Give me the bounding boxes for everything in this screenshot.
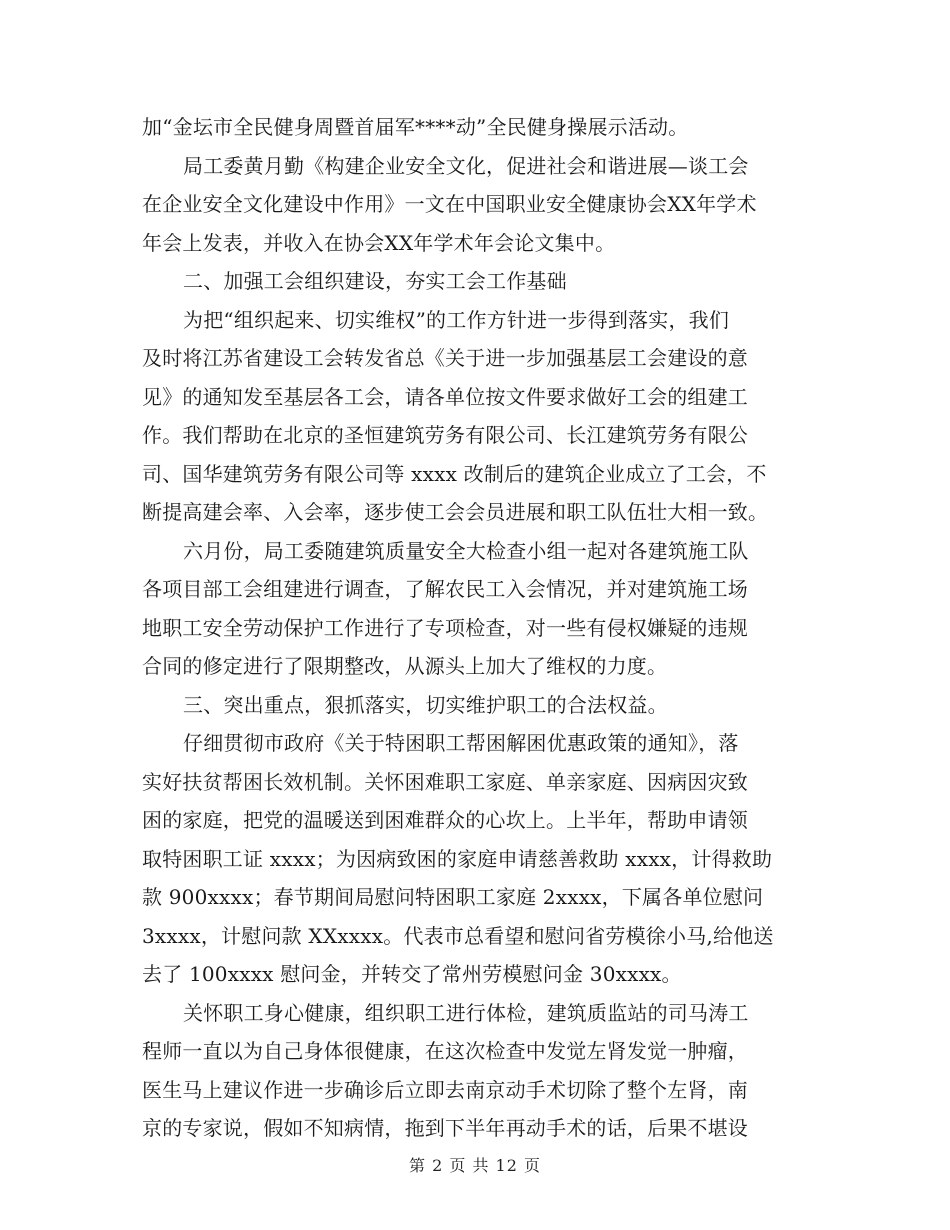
document-body bbox=[142, 108, 807, 1148]
text-line: 司、国华建筑劳务有限公司等 xxxx 改制后的建筑企业成立了工会，不 bbox=[142, 461, 767, 486]
text-line: 局工委黄月勤《构建企业安全文化，促进社会和谐进展—谈工会 bbox=[183, 153, 749, 178]
text-line: 去了 100xxxx 慰问金，并转交了常州劳模慰问金 30xxxx。 bbox=[142, 962, 682, 986]
page-footer: 第 2 页 共 12 页 bbox=[409, 1156, 541, 1175]
text-line: 见》的通知发至基层各工会，请各单位按文件要求做好工会的组建工 bbox=[142, 384, 748, 409]
text-line: 仔细贯彻市政府《关于特困职工帮困解困优惠政策的通知》，落 bbox=[183, 731, 739, 755]
text-line: 困的家庭，把党的温暖送到困难群众的心坎上。上半年，帮助申请领 bbox=[142, 808, 748, 832]
text-line: 在企业安全文化建设中作用》一文在中国职业安全健康协会XX年学术 bbox=[142, 192, 757, 216]
text-line: 合同的修定进行了限期整改，从源头上加大了维权的力度。 bbox=[142, 654, 668, 678]
text-line: 款 900xxxx；春节期间局慰问特困职工家庭 2xxxx，下属各单位慰问 bbox=[142, 885, 764, 909]
text-line: 程师一直以为自己身体很健康，在这次检查中发觉左肾发觉一肿瘤， bbox=[142, 1039, 748, 1063]
text-line: 加“金坛市全民健身周暨首届军****动”全民健身操展示活动。 bbox=[142, 115, 689, 139]
text-line: 医生马上建议作进一步确诊后立即去南京动手术切除了整个左肾，南 bbox=[142, 1077, 748, 1102]
text-line: 二、加强工会组织建设，夯实工会工作基础 bbox=[183, 269, 567, 293]
text-line: 关怀职工身心健康，组织职工进行体检，建筑质监站的司马涛工 bbox=[183, 1000, 749, 1025]
text-line: 作。我们帮助在北京的圣恒建筑劳务有限公司、长江建筑劳务有限公 bbox=[142, 423, 748, 447]
text-line: 取特困职工证 xxxx；为因病致困的家庭申请慈善救助 xxxx，计得救助 bbox=[142, 846, 773, 871]
text-line: 六月份，局工委随建筑质量安全大检查小组一起对各建筑施工队 bbox=[183, 538, 749, 563]
text-line: 京的专家说，假如不知病情，拖到下半年再动手术的话，后果不堪设 bbox=[142, 1116, 748, 1140]
text-line: 3xxxx，计慰问款 XXxxxx。代表市总看望和慰问省劳模徐小马,给他送 bbox=[142, 923, 774, 948]
text-line: 为把“组织起来、切实维权”的工作方针进一步得到落实，我们 bbox=[183, 307, 730, 332]
text-line: 三、突出重点，狠抓落实，切实维护职工的合法权益。 bbox=[183, 692, 668, 717]
text-line: 地职工安全劳动保护工作进行了专项检查，对一些有侵权嫌疑的违规 bbox=[142, 615, 748, 640]
text-line: 断提高建会率、入会率，逐步使工会会员进展和职工队伍壮大相一致。 bbox=[142, 500, 769, 524]
text-line: 各项目部工会组建进行调查，了解农民工入会情况，并对建筑施工场 bbox=[142, 577, 748, 601]
text-line: 实好扶贫帮困长效机制。关怀困难职工家庭、单亲家庭、因病因灾致 bbox=[142, 769, 748, 794]
text-line: 年会上发表，并收入在协会XX年学术年会论文集中。 bbox=[142, 230, 616, 255]
text-line: 及时将江苏省建设工会转发省总《关于进一步加强基层工会建设的意 bbox=[142, 346, 748, 370]
